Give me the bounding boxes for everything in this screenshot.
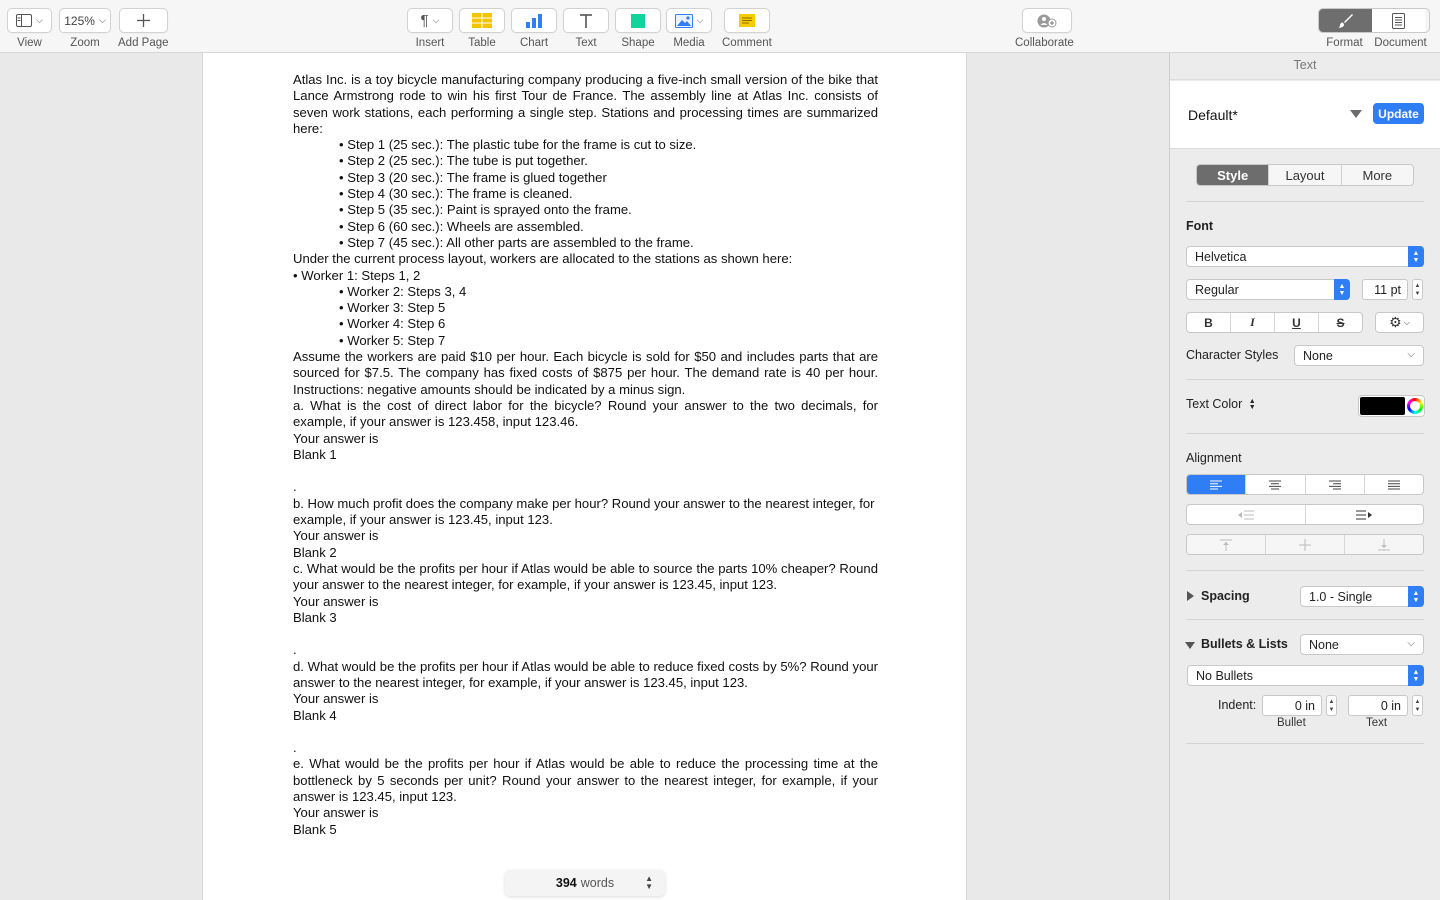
bold-button[interactable]: B bbox=[1187, 313, 1231, 332]
up-down-chevron-icon: ▲ ▼ bbox=[645, 874, 653, 891]
up-down-chevron-icon: ▲ ▼ bbox=[1408, 665, 1424, 686]
underline-button[interactable]: U bbox=[1275, 313, 1319, 332]
blank-field: Blank 1 bbox=[293, 446, 337, 462]
divider bbox=[1186, 201, 1424, 202]
alignment-label: Alignment bbox=[1186, 451, 1242, 465]
blank-field: Blank 5 bbox=[293, 821, 337, 837]
text-color-label-text: Text Color bbox=[1186, 397, 1243, 411]
divider bbox=[1186, 743, 1424, 744]
document-icon bbox=[1392, 13, 1405, 29]
chart-control[interactable] bbox=[511, 8, 557, 49]
media-label: Media bbox=[673, 37, 705, 49]
answer-prompt: Your answer is bbox=[293, 528, 379, 544]
sidebar-view-icon bbox=[16, 14, 32, 27]
word-count-button[interactable] bbox=[505, 870, 665, 896]
text-button[interactable] bbox=[563, 8, 609, 33]
toolbar bbox=[0, 0, 1440, 53]
collaborate-icon bbox=[1037, 14, 1057, 28]
text-color-label[interactable] bbox=[1186, 397, 1256, 411]
paragraph-icon: ¶ bbox=[420, 12, 429, 29]
spacing-select[interactable] bbox=[1300, 586, 1424, 607]
disclosure-right-icon[interactable] bbox=[1187, 591, 1194, 601]
answer-prompt: Your answer is bbox=[293, 593, 379, 609]
increase-indent-button[interactable] bbox=[1306, 505, 1424, 524]
assumptions-paragraph: Assume the workers are paid $10 per hour. Each bicycle is sold for $50 and includes parts that are sourced for $7.5. The company has fixed costs of $875 per hour. The demand rate is 40 per hour. Instructions: negative amounts should be indicated by a minus sign. bbox=[293, 349, 878, 397]
zoom-control[interactable] bbox=[59, 8, 111, 49]
align-top-button[interactable] bbox=[1187, 535, 1266, 554]
plus-icon bbox=[137, 14, 150, 27]
format-inspector bbox=[1169, 53, 1440, 900]
character-styles-value: None bbox=[1303, 348, 1333, 363]
add-page-button[interactable] bbox=[119, 8, 168, 33]
dot-line: . bbox=[293, 642, 297, 658]
font-size-field[interactable]: 11 pt bbox=[1362, 279, 1408, 300]
style-menu-triangle-icon[interactable] bbox=[1350, 110, 1362, 118]
document-label: Document bbox=[1374, 37, 1427, 49]
worker-item: • Worker 5: Step 7 bbox=[339, 332, 446, 348]
format-button[interactable] bbox=[1319, 9, 1372, 32]
indent-label: Indent: bbox=[1218, 698, 1257, 712]
align-center-button[interactable] bbox=[1246, 475, 1305, 494]
disclosure-down-icon[interactable] bbox=[1185, 642, 1195, 649]
chevron-down-icon: ⌵ bbox=[98, 15, 106, 25]
insert-label: Insert bbox=[415, 37, 445, 49]
dot-line: . bbox=[293, 479, 297, 495]
align-top-icon bbox=[1220, 539, 1232, 551]
text-box-icon bbox=[578, 13, 594, 29]
bullets-lists-label[interactable]: Bullets & Lists bbox=[1201, 637, 1288, 651]
chevron-down-icon: ⌵ bbox=[1403, 317, 1410, 327]
text-control[interactable] bbox=[563, 8, 609, 49]
chevron-down-icon: ⌵ bbox=[36, 15, 43, 25]
text-label: Text bbox=[575, 37, 597, 49]
answer-prompt: Your answer is bbox=[293, 430, 379, 446]
character-styles-select[interactable] bbox=[1294, 345, 1424, 366]
chevron-down-icon: ⌵ bbox=[696, 15, 704, 25]
question-d: d. What would be the profits per hour if Atlas would be able to reduce fixed costs by 5%? Round your answer to the nearest integer, for example, if your answer is 123.45, input 123. bbox=[293, 658, 878, 690]
zoom-label: Zoom bbox=[70, 37, 100, 49]
divider bbox=[1186, 433, 1424, 434]
worker-item: • Worker 3: Step 5 bbox=[339, 300, 446, 316]
intro-paragraph: Atlas Inc. is a toy bicycle manufacturing company producing a five-inch small version of the bike that Lance Armstrong rode to win his first Tour de France. The assembly line at Atlas Inc. consists of seven work stations, each performing a single step. Stations and processing times are summarized here: bbox=[293, 72, 878, 136]
bullet-indent-field[interactable]: 0 in bbox=[1262, 695, 1322, 716]
comment-button[interactable] bbox=[724, 8, 770, 33]
align-middle-icon bbox=[1299, 539, 1311, 551]
view-control[interactable] bbox=[7, 8, 52, 49]
justify-icon bbox=[1388, 480, 1400, 490]
spacing-value: 1.0 - Single bbox=[1309, 589, 1373, 604]
add-page-control[interactable] bbox=[118, 8, 169, 49]
list-style-value: None bbox=[1309, 637, 1339, 652]
step-item: • Step 7 (45 sec.): All other parts are assembled to the frame. bbox=[339, 234, 694, 250]
collaborate-control[interactable] bbox=[1015, 8, 1074, 49]
text-indent-field[interactable]: 0 in bbox=[1348, 695, 1408, 716]
paragraph-style-name[interactable]: Default* bbox=[1188, 107, 1238, 123]
up-down-chevron-icon: ▲ ▼ bbox=[1248, 397, 1256, 411]
decrease-indent-button[interactable] bbox=[1187, 505, 1306, 524]
update-button[interactable]: Update bbox=[1373, 103, 1424, 124]
list-style-select[interactable] bbox=[1300, 634, 1424, 655]
shape-control[interactable] bbox=[615, 8, 661, 49]
align-bottom-button[interactable] bbox=[1345, 535, 1423, 554]
align-right-icon bbox=[1329, 480, 1341, 490]
font-family-value: Helvetica bbox=[1195, 249, 1247, 264]
align-center-icon bbox=[1269, 480, 1281, 490]
font-family-select[interactable] bbox=[1186, 246, 1424, 267]
collaborate-button[interactable] bbox=[1022, 8, 1072, 33]
font-style-buttons bbox=[1186, 312, 1363, 333]
collaborate-label: Collaborate bbox=[1015, 37, 1074, 49]
tab-more[interactable]: More bbox=[1362, 167, 1393, 183]
shape-button[interactable] bbox=[615, 8, 661, 33]
question-b: b. How much profit does the company make per hour? Round your answer to the nearest integer, for example, if your answer is 123.45, input 123. bbox=[293, 495, 875, 528]
align-left-icon bbox=[1210, 480, 1222, 490]
font-size-stepper[interactable]: ▲ ▼ bbox=[1412, 279, 1423, 300]
step-item: • Step 6 (60 sec.): Wheels are assembled. bbox=[339, 218, 584, 234]
media-control[interactable] bbox=[666, 8, 712, 49]
justify-button[interactable] bbox=[1365, 475, 1423, 494]
step-item: • Step 2 (25 sec.): The tube is put together. bbox=[339, 153, 588, 169]
up-down-chevron-icon: ▲ ▼ bbox=[1334, 279, 1350, 300]
divider bbox=[1186, 570, 1424, 571]
increase-indent-icon bbox=[1356, 510, 1372, 520]
color-swatch[interactable] bbox=[1360, 397, 1405, 415]
word-count-unit: words bbox=[580, 876, 615, 890]
indent-buttons bbox=[1186, 504, 1424, 525]
vertical-alignment-buttons bbox=[1186, 534, 1424, 555]
shape-label: Shape bbox=[621, 37, 655, 49]
document-button[interactable] bbox=[1372, 9, 1425, 32]
chart-icon bbox=[525, 13, 543, 28]
table-control[interactable] bbox=[459, 8, 505, 49]
text-indent-stepper[interactable]: ▲ ▼ bbox=[1412, 695, 1423, 716]
step-item: • Step 4 (30 sec.): The frame is cleaned. bbox=[339, 186, 573, 202]
comment-icon bbox=[739, 14, 755, 27]
inspector-switch bbox=[1318, 8, 1430, 49]
workers-intro: Under the current process layout, workers are allocated to the stations as shown here: bbox=[293, 251, 793, 267]
align-middle-button[interactable] bbox=[1266, 535, 1345, 554]
gear-icon-wrap bbox=[1376, 313, 1423, 332]
worker-item: • Worker 4: Step 6 bbox=[339, 316, 446, 332]
italic-button[interactable]: I bbox=[1231, 313, 1275, 332]
step-item: • Step 5 (35 sec.): Paint is sprayed onto the frame. bbox=[339, 202, 632, 218]
answer-prompt: Your answer is bbox=[293, 691, 379, 707]
format-label: Format bbox=[1326, 37, 1363, 49]
strikethrough-button[interactable]: S bbox=[1336, 315, 1345, 330]
answer-prompt: Your answer is bbox=[293, 805, 379, 821]
media-button[interactable] bbox=[666, 8, 712, 33]
text-caption: Text bbox=[1366, 717, 1388, 729]
bullet-caption: Bullet bbox=[1277, 717, 1306, 729]
blank-field: Blank 4 bbox=[293, 707, 337, 723]
character-styles-label: Character Styles bbox=[1186, 348, 1279, 362]
decrease-indent-icon bbox=[1238, 510, 1254, 520]
worker-item: • Worker 2: Steps 3, 4 bbox=[339, 283, 467, 299]
question-a: a. What is the cost of direct labor for the bicycle? Round your answer to the two decimals, for example, if your answer is 123.458, input 123.46. bbox=[293, 397, 878, 430]
inspector-tabs bbox=[1196, 164, 1414, 186]
dot-line: . bbox=[293, 740, 297, 756]
zoom-value: 125% bbox=[64, 13, 95, 28]
empty-line bbox=[293, 463, 878, 479]
font-typeface-value: Regular bbox=[1195, 282, 1239, 297]
step-item: • Step 1 (25 sec.): The plastic tube for the frame is cut to size. bbox=[339, 137, 697, 153]
table-button[interactable] bbox=[459, 8, 505, 33]
question-e: e. What would be the profits per hour if Atlas would be able to reduce the processing time at the bottleneck by 5 seconds per unit? Round your answer to the nearest integer, for example, if your answer is 123.45, input 123. bbox=[293, 756, 878, 805]
bullet-type-value: No Bullets bbox=[1196, 668, 1253, 683]
document-canvas bbox=[0, 53, 1169, 900]
step-item: • Step 3 (20 sec.): The frame is glued together bbox=[339, 169, 607, 185]
chevron-down-icon: ⌵ bbox=[432, 15, 440, 25]
view-label: View bbox=[17, 37, 42, 49]
chevron-down-icon: ⌵ bbox=[1407, 349, 1415, 360]
up-down-chevron-icon: ▲ ▼ bbox=[1408, 586, 1424, 607]
zoom-select[interactable] bbox=[59, 8, 111, 33]
color-wheel-icon[interactable] bbox=[1407, 398, 1423, 414]
gear-icon: ⚙ bbox=[1389, 314, 1402, 330]
tab-layout[interactable]: Layout bbox=[1269, 165, 1341, 185]
align-left-button[interactable] bbox=[1187, 475, 1246, 494]
shape-icon bbox=[631, 14, 645, 28]
spacing-label[interactable]: Spacing bbox=[1201, 589, 1250, 603]
view-button[interactable] bbox=[7, 8, 52, 33]
question-c: c. What would be the profits per hour if Atlas would be able to source the parts 10% cheaper? Round your answer to the nearest integer, for example, if your answer is 123.45, input 123. bbox=[293, 560, 878, 593]
paragraph-style-box bbox=[1170, 81, 1440, 149]
chart-label: Chart bbox=[519, 37, 549, 49]
table-label: Table bbox=[468, 37, 496, 49]
bullet-indent-stepper[interactable]: ▲ ▼ bbox=[1326, 695, 1337, 716]
blank-field: Blank 3 bbox=[293, 609, 337, 625]
comment-control[interactable] bbox=[722, 8, 772, 49]
document-page[interactable] bbox=[202, 53, 967, 900]
blank-field: Blank 2 bbox=[293, 544, 337, 560]
chevron-down-icon: ⌵ bbox=[1407, 638, 1415, 649]
align-bottom-icon bbox=[1378, 539, 1390, 551]
add-page-label: Add Page bbox=[118, 37, 169, 49]
divider bbox=[1186, 619, 1424, 620]
divider bbox=[1186, 379, 1424, 380]
empty-line bbox=[293, 724, 878, 740]
inspector-title: Text bbox=[1170, 53, 1440, 80]
document-body[interactable] bbox=[293, 72, 878, 838]
bullet-type-select[interactable] bbox=[1187, 665, 1424, 686]
horizontal-alignment-buttons bbox=[1186, 474, 1424, 495]
empty-line bbox=[293, 626, 878, 642]
paintbrush-icon bbox=[1338, 13, 1354, 29]
word-count-value: 394 bbox=[555, 876, 577, 890]
image-icon bbox=[675, 14, 693, 28]
comment-label: Comment bbox=[722, 37, 772, 49]
tab-style[interactable]: Style bbox=[1197, 165, 1269, 185]
worker-item: • Worker 1: Steps 1, 2 bbox=[293, 267, 421, 283]
inspector-segmented bbox=[1318, 8, 1430, 33]
advanced-options-button[interactable] bbox=[1375, 312, 1424, 333]
align-right-button[interactable] bbox=[1306, 475, 1365, 494]
font-typeface-select[interactable] bbox=[1186, 279, 1350, 300]
insert-button[interactable] bbox=[407, 8, 453, 33]
insert-control[interactable] bbox=[407, 8, 453, 49]
text-color-well[interactable] bbox=[1358, 395, 1425, 417]
chart-button[interactable] bbox=[511, 8, 557, 33]
up-down-chevron-icon: ▲ ▼ bbox=[1408, 246, 1424, 267]
font-label: Font bbox=[1186, 219, 1214, 233]
table-icon bbox=[472, 13, 492, 28]
